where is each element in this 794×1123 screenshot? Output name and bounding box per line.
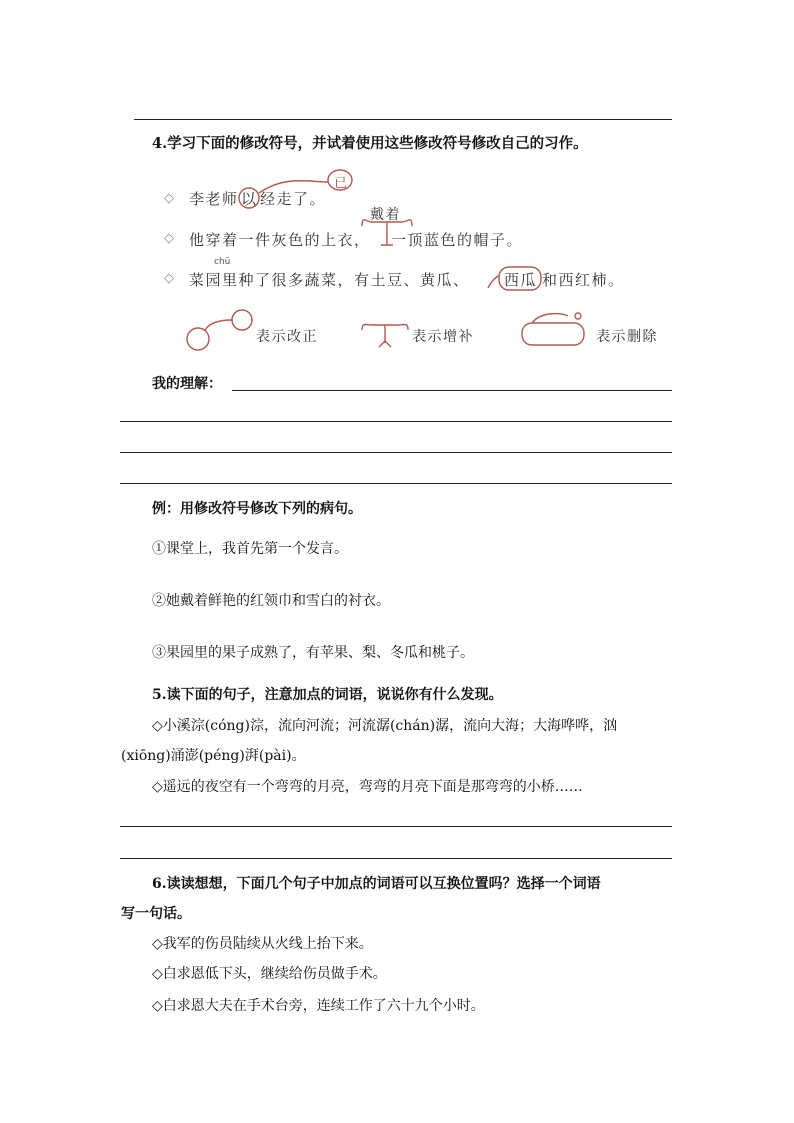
example-2-before: 他穿着一件灰色的上衣， <box>189 231 371 249</box>
answer-line[interactable] <box>120 858 672 859</box>
example-3-after: 和西红柿。 <box>542 271 625 289</box>
q5-line-2: (xiōng)涌澎(péng)湃(pài)。 <box>121 748 306 764</box>
legend-replace-label: 表示改正 <box>256 329 318 345</box>
example-1-wrong-char: 以 <box>241 190 258 208</box>
q6-title-line-1: 6.读读想想，下面几个句子中加点的词语可以互换位置吗？选择一个词语 <box>152 876 601 892</box>
example-3-delete: 西瓜 <box>504 271 538 289</box>
understanding-label: 我的理解： <box>152 376 222 392</box>
q5-line-1: ◇小溪淙(cóng)淙，流向河流；河流潺(chán)潺，流向大海；大海哗哗，汹 <box>152 718 618 734</box>
answer-line[interactable] <box>120 483 672 484</box>
q6-title-line-2: 写一句话。 <box>121 906 191 922</box>
bullet-diamond-icon: ◇ <box>164 271 174 286</box>
q5-line-3: ◇遥远的夜空有一个弯弯的月亮，弯弯的月亮下面是那弯弯的小桥…… <box>152 779 583 795</box>
bullet-diamond-icon: ◇ <box>164 231 174 246</box>
example-3-pinyin: chū <box>214 257 231 267</box>
q6-sentence-2: ◇白求恩低下头，继续给伤员做手术。 <box>152 966 387 982</box>
example-sentence-3: ③果园里的果子成熟了，有苹果、梨、冬瓜和桃子。 <box>152 645 474 661</box>
legend-insert-label: 表示增补 <box>412 329 474 345</box>
example-3-before: 菜园里种了很多蔬菜，有土豆、黄瓜、 <box>189 271 470 289</box>
example-1-after: 经走了。 <box>260 190 327 208</box>
example-2-insert: 戴着 <box>370 207 401 223</box>
example-sentence-2: ②她戴着鲜艳的红领巾和雪白的衬衣。 <box>152 593 390 609</box>
legend-delete-label: 表示删除 <box>596 329 658 345</box>
example-1-before: 李老师 <box>189 190 239 208</box>
answer-line[interactable] <box>120 421 672 422</box>
example-task-title: 例：用修改符号修改下列的病句。 <box>152 501 362 517</box>
q6-sentence-1: ◇我军的伤员陆续从火线上抬下来。 <box>152 936 373 952</box>
answer-line[interactable] <box>120 826 672 827</box>
example-sentence-1: ①课堂上，我首先第一个发言。 <box>152 541 348 557</box>
example-2-after: 一顶蓝色的帽子。 <box>391 231 524 249</box>
answer-line[interactable] <box>232 390 672 391</box>
bullet-diamond-icon: ◇ <box>164 191 174 206</box>
answer-line[interactable] <box>120 452 672 453</box>
example-1-correction: 已 <box>334 176 349 191</box>
q4-title: 4.学习下面的修改符号，并试着使用这些修改符号修改自己的习作。 <box>152 135 588 152</box>
q5-title: 5.读下面的句子，注意加点的词语，说说你有什么发现。 <box>152 687 503 703</box>
q6-sentence-3: ◇白求恩大夫在手术台旁，连续工作了六十九个小时。 <box>152 998 485 1014</box>
